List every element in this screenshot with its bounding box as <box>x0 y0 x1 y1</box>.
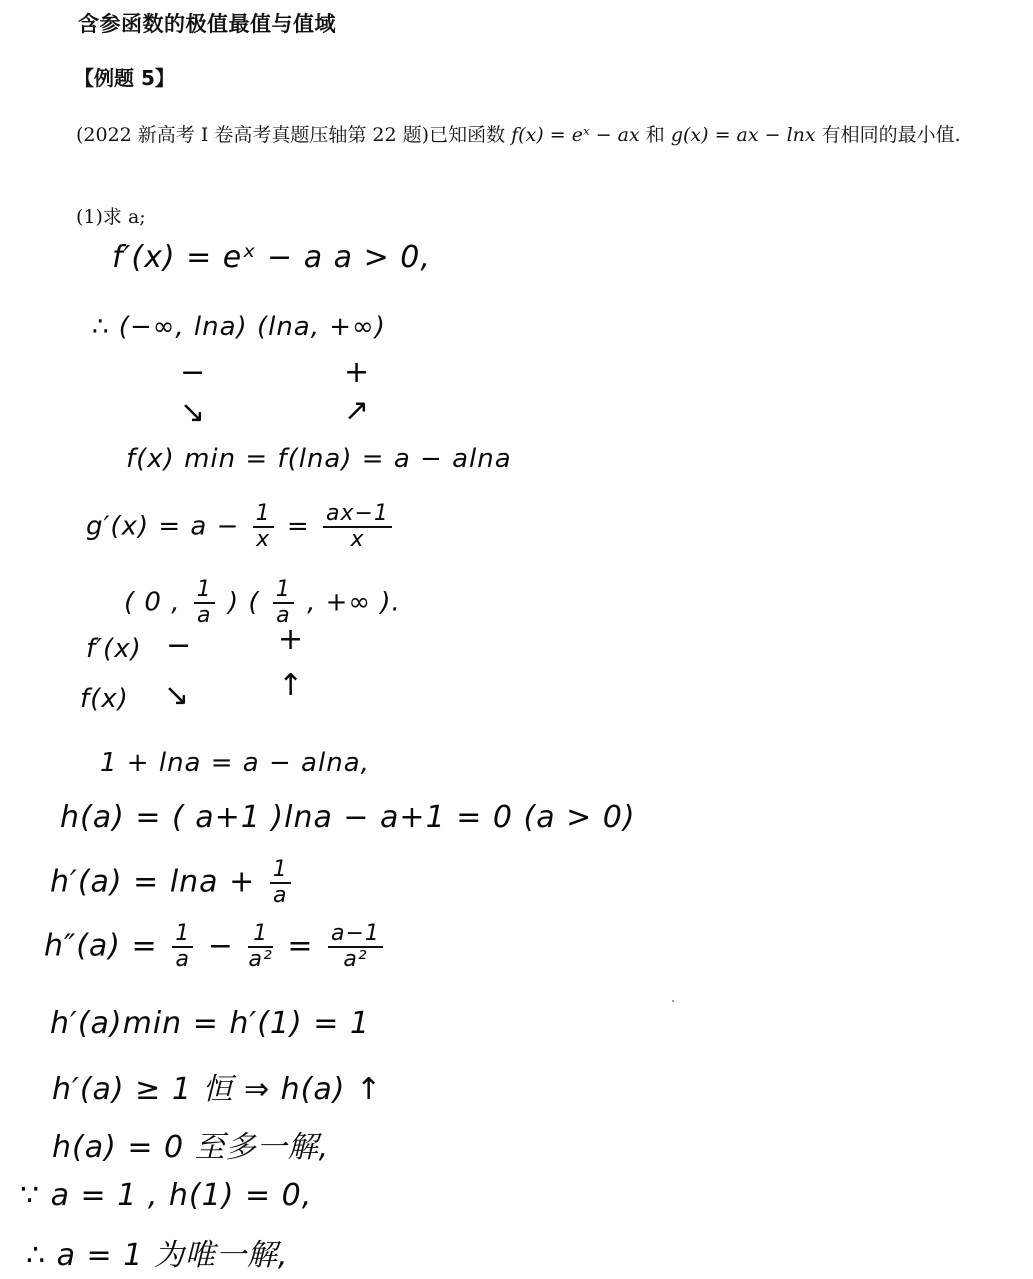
problem-statement <box>76 116 991 154</box>
hw-intervals: ∴ (−∞, lna) (lna, +∞) <box>92 312 386 342</box>
hw-at-most-one: h(a) = 0 至多一解, <box>52 1130 330 1165</box>
g-definition: g(x) = ax − lnx <box>670 124 816 146</box>
hw-h-definition: h(a) = ( a+1 )lna − a+1 = 0 (a > 0) <box>60 800 636 835</box>
hw-fraction: $\frac{1}{a}$ <box>172 922 193 972</box>
problem-lead: 已知函数 <box>429 124 506 146</box>
example-label: 【例题 5】 <box>74 66 175 90</box>
hw-fraction: $\frac{ax-1}{x}$ <box>323 502 392 552</box>
hw-g-lhs: g′(x) = a − <box>86 511 249 542</box>
problem-source: (2022 新高考 I 卷高考真题压轴第 22 题) <box>76 124 430 146</box>
hw-fmin: f(x) min = f(lna) = a − alna <box>126 444 512 474</box>
hw-h-prime-min: h′(a)min = h′(1) = 1 <box>50 1006 371 1041</box>
hw-derivative-g <box>86 502 396 552</box>
hw-decrease-arrow-icon: ↘ <box>164 678 190 713</box>
scan-speck <box>672 1000 674 1002</box>
hw-g-intervals: ( 0 , $\frac{1}{a}$ ) ( $\frac{1}{a}$ , +∞ ). <box>124 577 401 629</box>
hw-fraction: $\frac{1}{a}$ <box>270 858 291 908</box>
problem-and: 和 <box>645 124 665 146</box>
hw-fraction: $\frac{1}{a}$ <box>194 578 215 628</box>
hw-increase-arrow-icon: ↗ <box>344 393 370 428</box>
hw-because: ∵ a = 1 , h(1) = 0, <box>20 1178 313 1213</box>
hw-mono-row-label: f(x) <box>80 684 129 714</box>
hw-fraction: $\frac{1}{a}$ <box>273 578 294 628</box>
hw-derivative-f: f′(x) = eˣ − a a > 0, <box>112 240 431 275</box>
hw-fraction: $\frac{a-1}{\text{a²}}$ <box>328 922 383 972</box>
f-definition: f(x) = eˣ − ax <box>511 124 640 146</box>
part1-label: (1)求 a; <box>76 206 146 228</box>
hw-h-increasing: h′(a) ≥ 1 恒 ⇒ h(a) ↑ <box>52 1072 383 1107</box>
hw-sign-plus: + <box>278 622 304 657</box>
hw-h-prime: h′(a) = lna + $\frac{1}{a}$ <box>50 858 295 908</box>
hw-sign-minus: − <box>180 355 206 390</box>
problem-tail: 有相同的最小值. <box>821 124 961 146</box>
hw-h-double-prime: h″(a) = $\frac{1}{a}$ − $\frac{1}{\text{a²}}$ = $\frac{a-1}{\text{a²}}$ <box>44 922 387 972</box>
hw-increase-arrow-icon: ↑ <box>278 668 304 703</box>
hw-equation: 1 + lna = a − alna, <box>100 748 370 778</box>
hw-sign-plus: + <box>344 355 370 390</box>
hw-sign-minus: − <box>166 628 192 663</box>
hw-sign-row-label: f′(x) <box>86 634 142 664</box>
hw-decrease-arrow-icon: ↘ <box>180 395 206 430</box>
page-title: 含参函数的极值最值与值域 <box>78 12 336 36</box>
hw-equals: = <box>286 511 310 542</box>
hw-fraction: $\frac{1}{\text{a²}}$ <box>248 921 273 973</box>
hw-conclusion: ∴ a = 1 为唯一解, <box>26 1238 289 1273</box>
hw-fraction: $\frac{1}{x}$ <box>253 502 274 552</box>
